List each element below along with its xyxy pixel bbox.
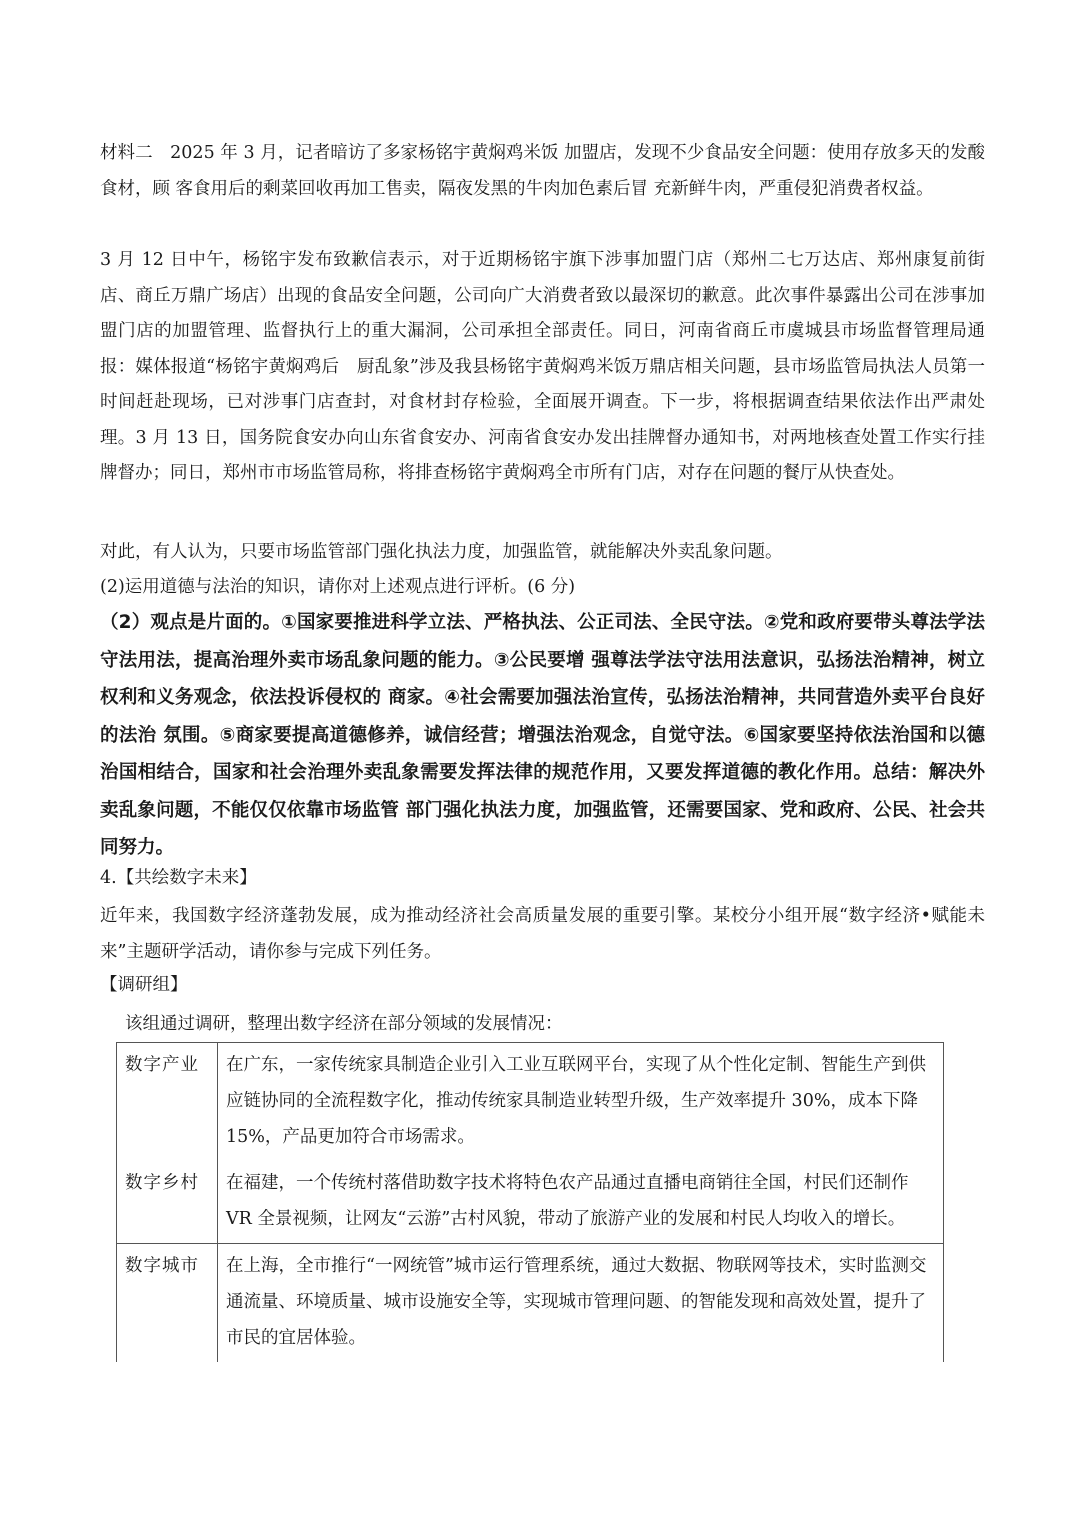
question4-title: 4.【共绘数字未来】 [100,868,257,888]
table-cell-content: 在福建，一个传统村落借助数字技术将特色农产品通过直播电商销往全国，村民们还制作 VR 全景视频，让网友“云游”古村风貌，带动了旅游产业的发展和村民人均收入的增长。 [218,1161,944,1244]
viewpoint-paragraph: 对此，有人认为，只要市场监管部门强化执法力度，加强监管，就能解决外卖乱象问题。 [100,542,783,562]
question4-intro: 近年来，我国数字经济蓬勃发展，成为推动经济社会高质量发展的重要引擎。某校分小组开展“数字经济•赋能未来”主题研学活动，请你参与完成下列任务。 [100,906,985,962]
digital-economy-table [116,1042,944,1362]
table-row [117,1043,944,1162]
question-text: (2)运用道德与法治的知识，请你对上述观点进行评析。(6 分) [100,577,576,597]
research-group-label: 【调研组】 [100,975,188,995]
table-cell-content: 在广东，一家传统家具制造企业引入工业互联网平台，实现了从个性化定制、智能生产到供应链协同的全流程数字化，推动传统家具制造业转型升级，生产效率提升 30%，成本下降 15%，产品更加符合市场需求。 [218,1043,944,1162]
research-group-intro: 该组通过调研，整理出数字经济在部分领域的发展情况： [125,1014,563,1034]
table-cell-content: 在上海，全市推行“一网统管”城市运行管理系统，通过大数据、物联网等技术，实时监测交通流量、环境质量、城市设施安全等，实现城市管理问题、的智能发现和高效处置，提升了市民的宜居体验。 [218,1244,944,1363]
apology-paragraph: 3 月 12 日中午，杨铭宇发布致歉信表示，对于近期杨铭宇旗下涉事加盟门店（郑州二七万达店、郑州康复前街店、商丘万鼎广场店）出现的食品安全问题，公司向广大消费者致以最深切的歉意。此次事件暴露出公司在涉事加盟门店的加盟管理、监督执行上的重大漏洞，公司承担全部责任。同日，河南省商丘市虞城县市场监督管理局通报：媒体报道“杨铭宇黄焖鸡后 厨乱象”涉及我县杨铭宇黄焖鸡米饭万鼎店相关问题，县市场监管局执法人员第一时间赶赴现场，已对涉事门店查封，对食材封存检验，全面展开调查。下一步，将根据调查结果依法作出严肃处理。3 月 13 日，国务院食安办向山东省食安办、河南省食安办发出挂牌督办通知书，对两地核查处置工作实行挂牌督办；同日，郑州市市场监管局称，将排查杨铭宇黄焖鸡全市所有门店，对存在问题的餐厅从快查处。 [100,250,985,483]
material-two-paragraph: 材料二 2025 年 3 月，记者暗访了多家杨铭宇黄焖鸡米饭 加盟店，发现不少食品安全问题：使用存放多天的发酸食材，顾 客食用后的剩菜回收再加工售卖，隔夜发黑的牛肉加色素后冒 充新鲜牛肉，严重侵犯消费者权益。 [100,143,985,199]
table-cell-field: 数字城市 [117,1244,218,1363]
table-row [117,1244,944,1363]
answer-paragraph: （2）观点是片面的。①国家要推进科学立法、严格执法、公正司法、全民守法。②党和政府要带头尊法学法守法用法，提高治理外卖市场乱象问题的能力。③公民要增 强尊法学法守法用法意识，弘扬法治精神，树立权利和义务观念，依法投诉侵权的 商家。④社会需要加强法治宣传，弘扬法治精神，共同营造外卖平台良好的法治 氛围。⑤商家要提高道德修养，诚信经营；增强法治观念，自觉守法。⑥国家要坚持依法治国和以德治国相结合，国家和社会治理外卖乱象需要发挥法律的规范作用，又要发挥道德的教化作用。总结：解决外卖乱象问题，不能仅仅依靠市场监管 部门强化执法力度，加强监管，还需要国家、党和政府、公民、社会共同努力。 [100,612,985,858]
table-cell-field: 数字乡村 [117,1161,218,1244]
table-cell-field: 数字产业 [117,1043,218,1162]
table-row [117,1161,944,1244]
